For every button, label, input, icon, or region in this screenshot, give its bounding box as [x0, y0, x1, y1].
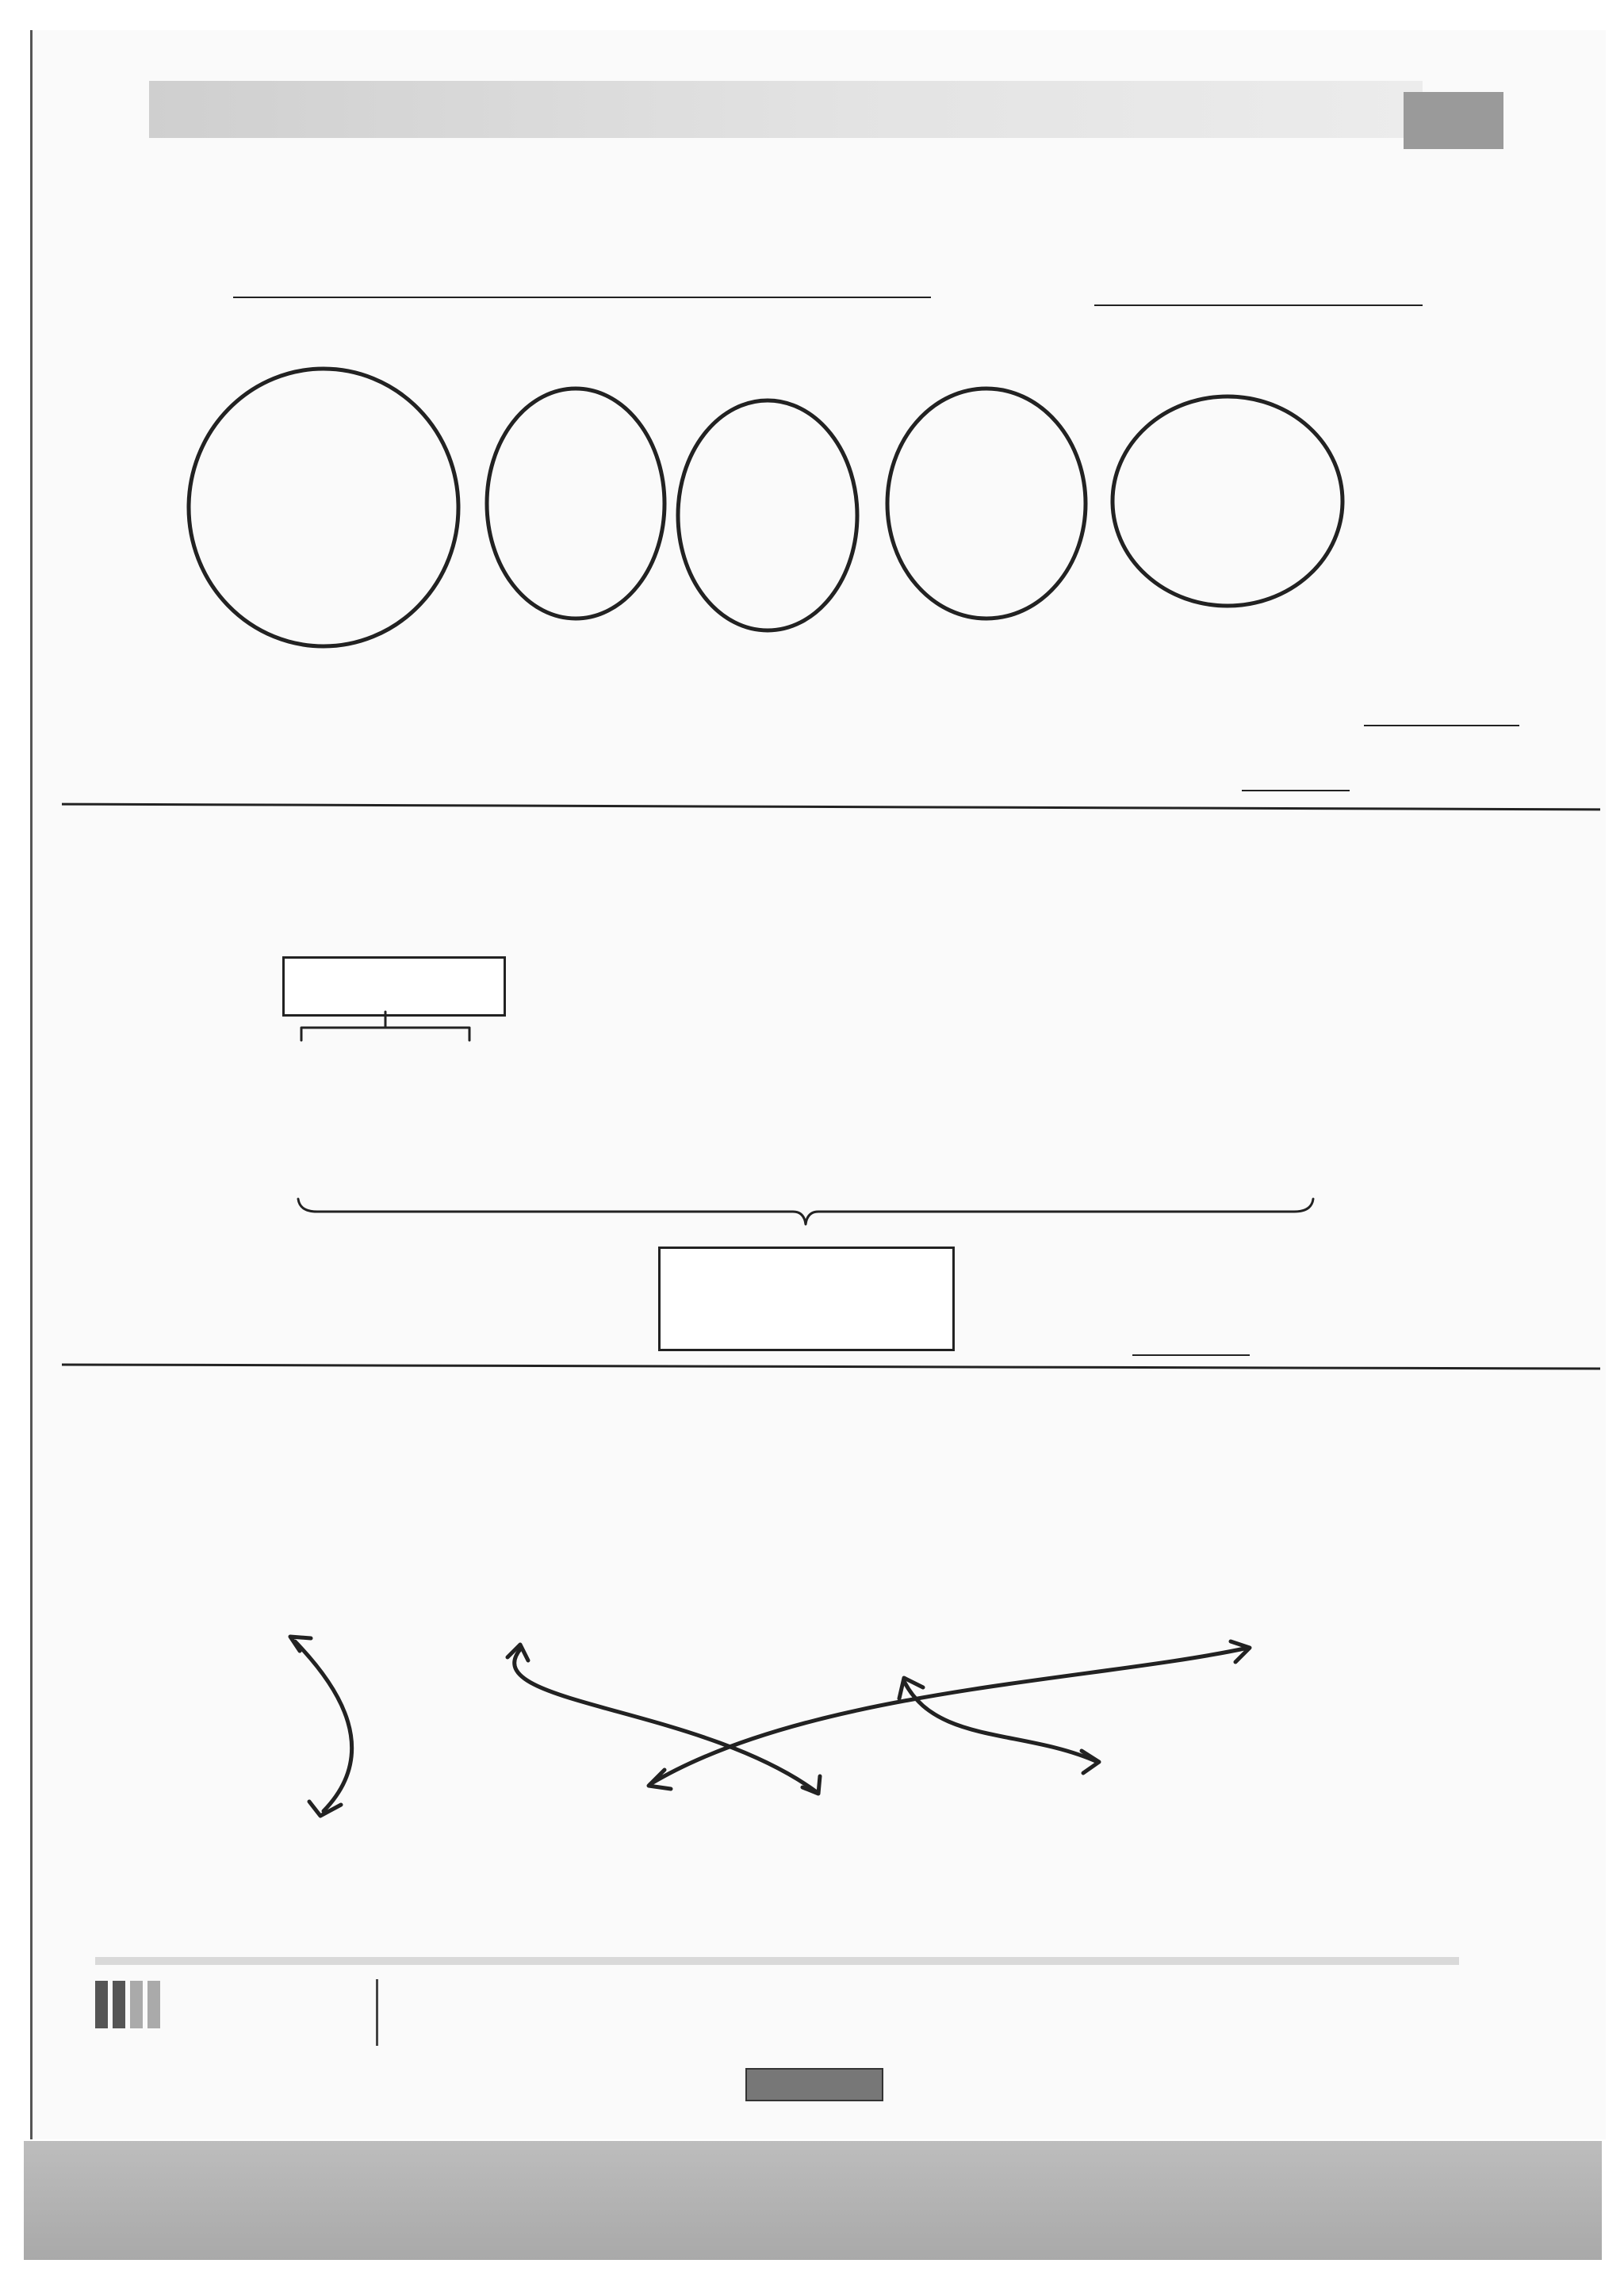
match-arrow — [904, 1681, 1097, 1762]
engageny-logo — [1189, 1995, 1191, 2054]
match-arrows — [290, 1637, 1250, 1816]
cc-license-badge — [745, 2068, 883, 2101]
arrow-head — [290, 1637, 311, 1651]
match-arrow — [295, 1641, 352, 1811]
arrow-head — [1082, 1751, 1099, 1773]
footer-rule — [95, 1957, 1459, 1965]
match-arrow — [650, 1648, 1248, 1784]
common-core-logo-icon — [95, 1981, 165, 2032]
footer-divider — [376, 1979, 378, 2046]
